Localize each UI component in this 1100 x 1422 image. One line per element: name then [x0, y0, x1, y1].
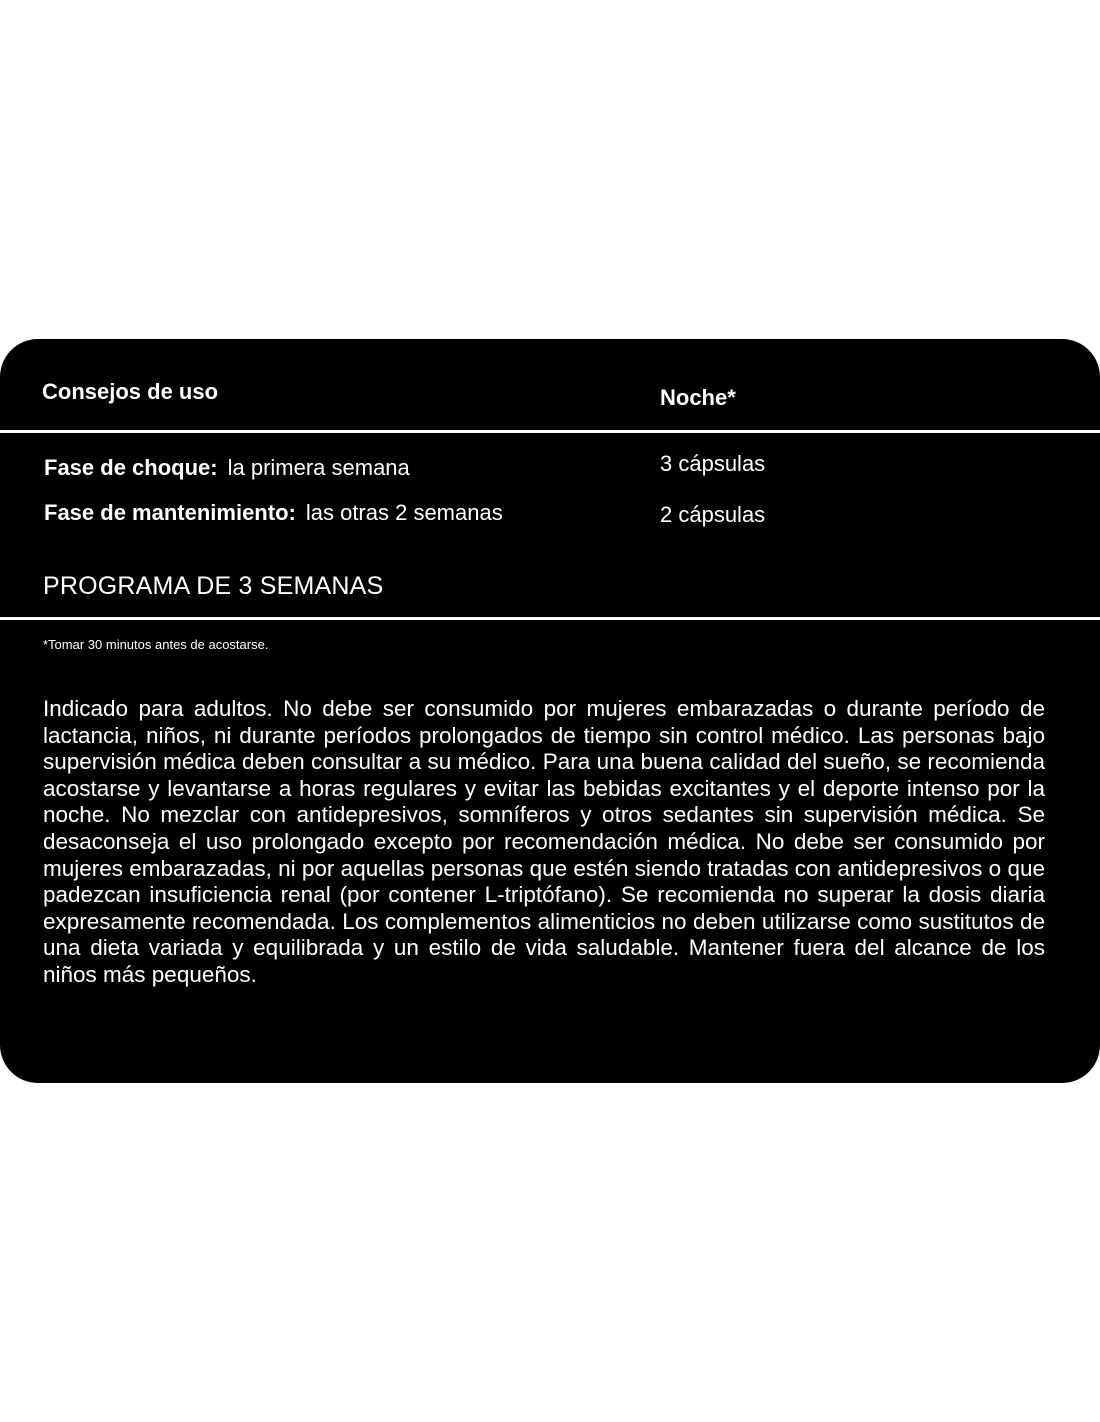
phase-label: Fase de mantenimiento: — [44, 500, 296, 525]
footnote: *Tomar 30 minutos antes de acostarse. — [43, 637, 269, 652]
phase-row-maintenance — [44, 500, 503, 526]
night-column-title: Noche* — [660, 385, 736, 410]
phase-duration: las otras 2 semanas — [305, 500, 503, 525]
program-divider — [0, 617, 1100, 620]
phase-label: Fase de choque: — [44, 455, 218, 480]
phase-row-shock — [44, 455, 410, 481]
usage-title: Consejos de uso — [42, 379, 219, 404]
phase-dose-shock: 3 cápsulas — [660, 451, 766, 476]
program-title: PROGRAMA DE 3 SEMANAS — [43, 572, 384, 600]
phase-dose-maintenance: 2 cápsulas — [660, 502, 766, 527]
warnings-paragraph: Indicado para adultos. No debe ser consumido por mujeres embarazadas o durante período de lactancia, niños, ni durante períodos prolongados de tiempo sin control médico. Las personas bajo supervisión médica deben consultar a su médico. Para una buena calidad del sueño, se recomienda acostarse y levantarse a horas regulares y evitar las bebidas excitantes y el deporte intenso por la noche. No mezclar con antidepresivos, somníferos y otros sedantes sin supervisión médica. Se desaconseja el uso prolongado excepto por recomendación médica. No debe ser consumido por mujeres embarazadas, ni por aquellas personas que estén siendo tratadas con antidepresivos o que padezcan insuficiencia renal (por contener L-triptófano). Se recomienda no superar la dosis diaria expresamente recomendada. Los complementos alimenticios no deben utilizarse como sustitutos de una dieta variada y equilibrada y un estilo de vida saludable. Mantener fuera del alcance de los niños más pequeños. — [43, 696, 1045, 987]
phase-duration: la primera semana — [227, 455, 410, 480]
header-divider — [0, 430, 1100, 433]
usage-card — [0, 339, 1100, 1083]
